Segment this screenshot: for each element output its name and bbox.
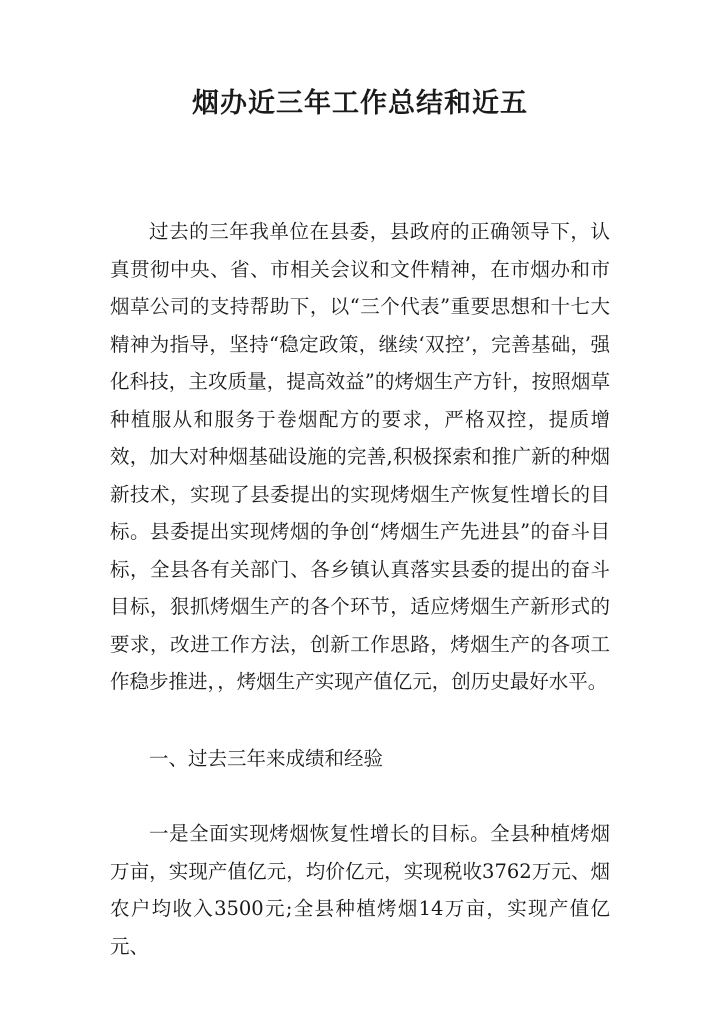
intro-paragraph: 过去的三年我单位在县委，县政府的正确领导下，认真贯彻中央、省、市相关会议和文件精神，在市烟办和市烟草公司的支持帮助下，以“三个代表”重要思想和十七大精神为指导，坚持“稳定政策，继续‘双控’，完善基础，强化科技，主攻质量，提高效益”的烤烟生产方针，按照烟草种植服从和服务于卷烟配方的要求，严格双控，提质增效，加大对种烟基础设施的完善,积极探索和推广新的种烟新技术，实现了县委提出的实现烤烟生产恢复性增长的目标。县委提出实现烤烟的争创“烤烟生产先进县”的奋斗目标，全县各有关部门、各乡镇认真落实县委的提出的奋斗目标，狠抓烤烟生产的各个环节，适应烤烟生产新形式的要求，改进工作方法，创新工作思路，烤烟生产的各项工作稳步推进，，烤烟生产实现产值亿元，创历史最好水平。 [110,220,610,693]
section-heading: 一、过去三年来成绩和经验 [149,747,384,770]
document-title: 烟办近三年工作总结和近五 [192,88,528,119]
section-paragraph: 一是全面实现烤烟恢复性增长的目标。全县种植烤烟万亩，实现产值亿元，均价亿元，实现税收3762万元、烟农户均收入3500元;全县种植烤烟14万亩，实现产值亿元、 [110,822,610,958]
